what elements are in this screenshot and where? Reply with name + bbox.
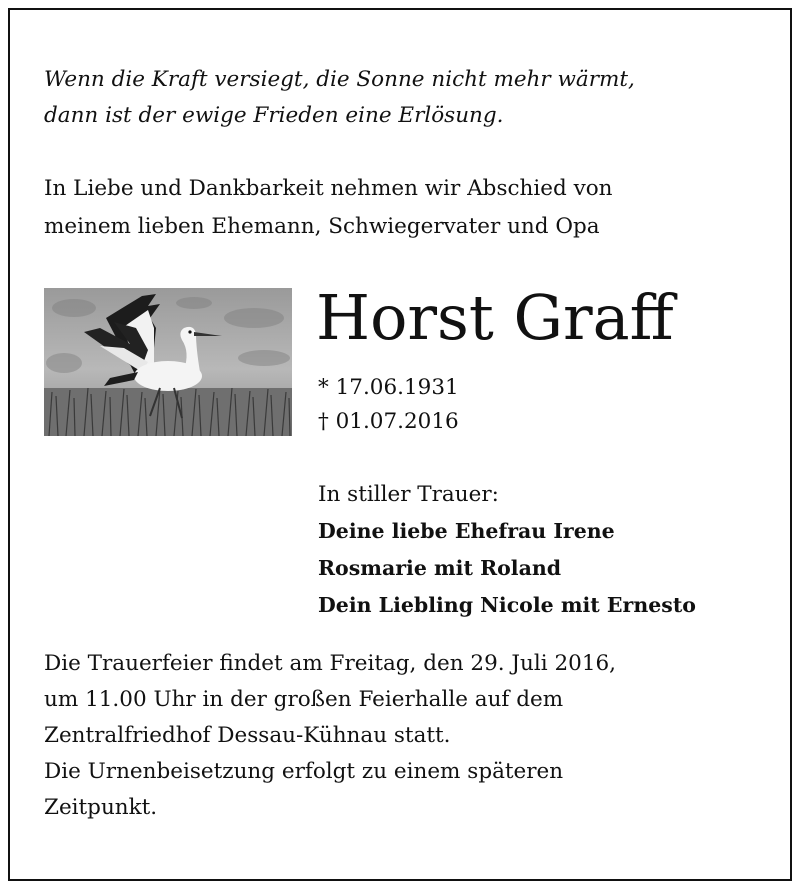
funeral-details: [44, 646, 764, 826]
funeral-line: Zentralfriedhof Dessau-Kühnau statt.: [44, 723, 451, 748]
funeral-line: um 11.00 Uhr in der großen Feierhalle auf dem: [44, 687, 564, 712]
death-date: † 01.07.2016: [318, 409, 459, 434]
intro-text: [44, 170, 764, 246]
mourner-name: Dein Liebling Nicole mit Ernesto: [318, 593, 696, 617]
mourner-name: Deine liebe Ehefrau Irene: [318, 519, 615, 543]
stork-image: [44, 288, 292, 436]
opening-quote: [44, 62, 764, 134]
quote-line-2: dann ist der ewige Frieden eine Erlösung.: [44, 103, 504, 128]
funeral-line: Zeitpunkt.: [44, 795, 158, 820]
mourner-name: Rosmarie mit Roland: [318, 556, 562, 580]
birth-date: * 17.06.1931: [318, 375, 459, 400]
funeral-line: Die Urnenbeisetzung erfolgt zu einem späteren: [44, 759, 564, 784]
intro-line-1: In Liebe und Dankbarkeit nehmen wir Abschied von: [44, 176, 613, 201]
life-dates: [318, 371, 459, 439]
funeral-line: Die Trauerfeier findet am Freitag, den 29. Juli 2016,: [44, 651, 617, 676]
mourners-heading: In stiller Trauer:: [318, 482, 499, 507]
quote-line-1: Wenn die Kraft versiegt, die Sonne nicht mehr wärmt,: [44, 67, 635, 92]
deceased-name: Horst Graff: [316, 281, 674, 354]
intro-line-2: meinem lieben Ehemann, Schwiegervater und Opa: [44, 214, 600, 239]
mourners-block: [318, 476, 696, 624]
